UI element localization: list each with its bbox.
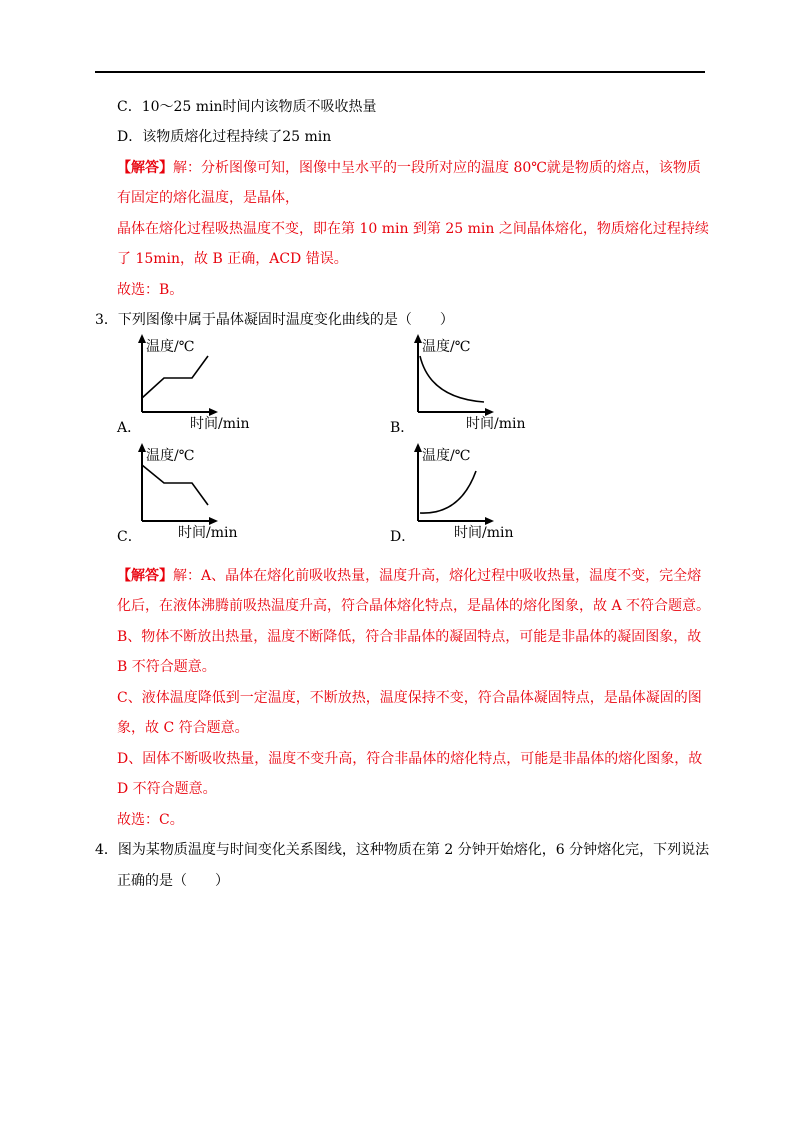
- x-axis-label: 时间/min: [190, 416, 250, 432]
- curve: [142, 465, 208, 505]
- q2-option-d: D．该物质熔化过程持续了25 min: [117, 129, 332, 145]
- q3-graph-d: [404, 441, 544, 541]
- q4-stem-line-2: 正确的是（ ）: [117, 873, 229, 889]
- q3-answer-line-7: D、固体不断吸收热量，温度不变升高，符合非晶体的熔化特点，可能是非晶体的熔化图象，故: [117, 751, 703, 767]
- q3-answer-line-6: 象，故 C 符合题意。: [117, 720, 249, 736]
- q2-answer-line-2: 有固定的熔化温度，是晶体，: [117, 190, 299, 206]
- y-axis-arrow: [414, 443, 422, 452]
- curve: [420, 471, 476, 513]
- q3-graph-c-label: C．: [117, 529, 142, 545]
- y-axis-label: 温度/℃: [422, 448, 471, 464]
- y-axis-label: 温度/℃: [422, 339, 471, 355]
- q3-graph-b: [404, 332, 544, 432]
- y-axis-arrow: [414, 334, 422, 343]
- q3-answer-line-2: 化后，在液体沸腾前吸热温度升高，符合晶体熔化特点，是晶体的熔化图象，故 A 不符合题意。: [117, 598, 711, 614]
- x-axis-label: 时间/min: [466, 416, 526, 432]
- x-axis-arrow: [485, 517, 494, 525]
- x-axis-arrow: [485, 408, 494, 416]
- q3-answer-line-1: 【解答】解：A、晶体在熔化前吸收热量，温度升高，熔化过程中吸收热量，温度不变，完全熔: [117, 568, 702, 584]
- q2-choice: 故选：B。: [117, 282, 184, 298]
- q4-stem-line-1: 4．图为某物质温度与时间变化关系图线，这种物质在第 2 分钟开始熔化，6 分钟熔化完，下列说法: [95, 842, 710, 858]
- x-axis-arrow: [209, 517, 218, 525]
- curve: [142, 356, 208, 398]
- x-axis-arrow: [209, 408, 218, 416]
- q2-option-c: C．10～25 min时间内该物质不吸收热量: [117, 99, 377, 115]
- q2-answer-line-4: 了 15min，故 B 正确，ACD 错误。: [117, 251, 348, 267]
- y-axis-label: 温度/℃: [146, 448, 195, 464]
- curve: [420, 356, 484, 402]
- header-rule: [95, 71, 705, 73]
- q3-answer-line-8: D 不符合题意。: [117, 781, 217, 797]
- q2-answer-line-1: 【解答】解：分析图像可知，图像中呈水平的一段所对应的温度 80℃就是物质的熔点，该物质: [117, 160, 701, 176]
- q3-answer-tag: 【解答】: [117, 568, 173, 584]
- q3-answer-line-5: C、液体温度降低到一定温度，不断放热，温度保持不变，符合晶体凝固特点，是晶体凝固的图: [117, 690, 702, 706]
- q2-answer-line-3: 晶体在熔化过程吸热温度不变，即在第 10 min 到第 25 min 之间晶体熔化，物质熔化过程持续: [117, 221, 709, 237]
- y-axis-arrow: [138, 334, 146, 343]
- q3-answer-line-3: B、物体不断放出热量，温度不断降低，符合非晶体的凝固特点，可能是非晶体的凝固图象，故: [117, 629, 702, 645]
- q3-graph-b-label: B．: [390, 420, 415, 436]
- q3-graph-a: [128, 332, 268, 432]
- q3-graph-d-label: D．: [390, 529, 416, 545]
- x-axis-label: 时间/min: [454, 525, 514, 541]
- q3-graph-a-label: A．: [117, 420, 142, 436]
- q2-answer-tag: 【解答】: [117, 160, 173, 176]
- q3-stem: 3．下列图像中属于晶体凝固时温度变化曲线的是（ ）: [95, 312, 454, 328]
- q3-graph-c: [128, 441, 268, 541]
- y-axis-label: 温度/℃: [146, 339, 195, 355]
- q3-answer-line-4: B 不符合题意。: [117, 659, 216, 675]
- q3-choice: 故选：C。: [117, 812, 184, 828]
- y-axis-arrow: [138, 443, 146, 452]
- x-axis-label: 时间/min: [178, 525, 238, 541]
